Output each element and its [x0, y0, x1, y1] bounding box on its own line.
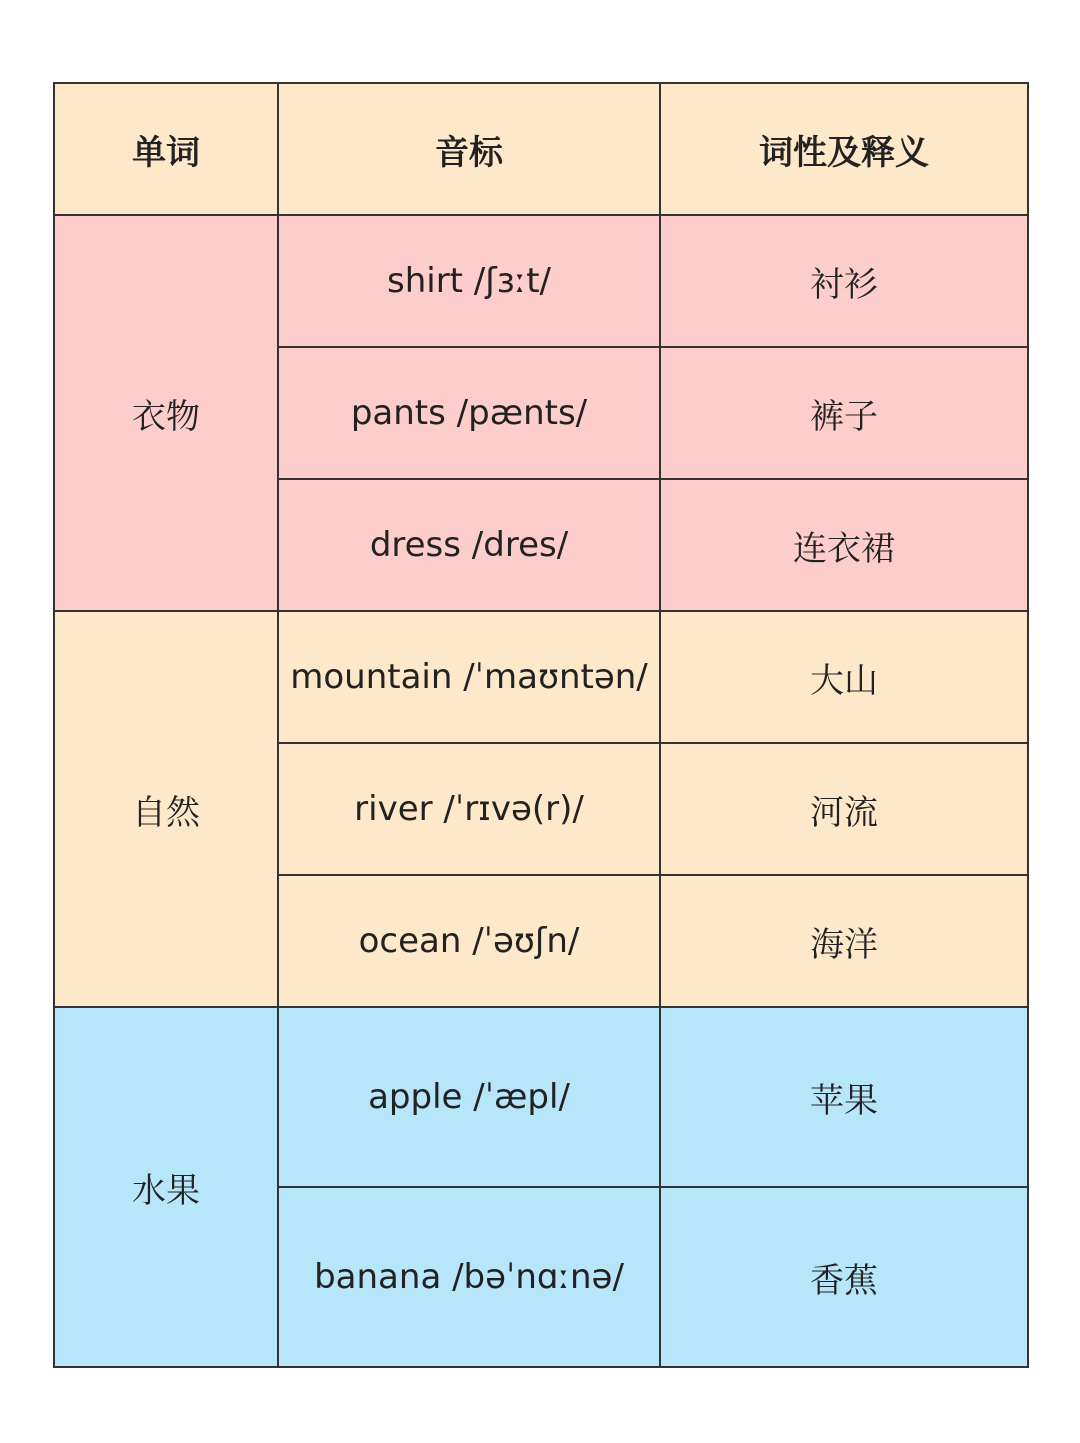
meaning-cell: 香蕉 — [660, 1187, 1028, 1367]
category-cell: 衣物 — [54, 215, 278, 611]
phonetic-cell: mountain /ˈmaʊntən/ — [278, 611, 660, 743]
category-cell: 水果 — [54, 1007, 278, 1367]
meaning-cell: 连衣裙 — [660, 479, 1028, 611]
vocabulary-table — [53, 82, 1029, 1368]
header-word: 单词 — [54, 83, 278, 215]
table-row — [54, 611, 1028, 743]
table-row — [54, 1007, 1028, 1187]
phonetic-cell: ocean /ˈəʊʃn/ — [278, 875, 660, 1007]
header-row — [54, 83, 1028, 215]
meaning-cell: 衬衫 — [660, 215, 1028, 347]
meaning-cell: 海洋 — [660, 875, 1028, 1007]
meaning-cell: 大山 — [660, 611, 1028, 743]
category-cell: 自然 — [54, 611, 278, 1007]
phonetic-cell: apple /ˈæpl/ — [278, 1007, 660, 1187]
phonetic-cell: dress /dres/ — [278, 479, 660, 611]
phonetic-cell: shirt /ʃɜːt/ — [278, 215, 660, 347]
header-meaning: 词性及释义 — [660, 83, 1028, 215]
meaning-cell: 苹果 — [660, 1007, 1028, 1187]
meaning-cell: 河流 — [660, 743, 1028, 875]
phonetic-cell: pants /pænts/ — [278, 347, 660, 479]
header-phonetic: 音标 — [278, 83, 660, 215]
phonetic-cell: banana /bəˈnɑːnə/ — [278, 1187, 660, 1367]
phonetic-cell: river /ˈrɪvə(r)/ — [278, 743, 660, 875]
meaning-cell: 裤子 — [660, 347, 1028, 479]
table-row — [54, 215, 1028, 347]
